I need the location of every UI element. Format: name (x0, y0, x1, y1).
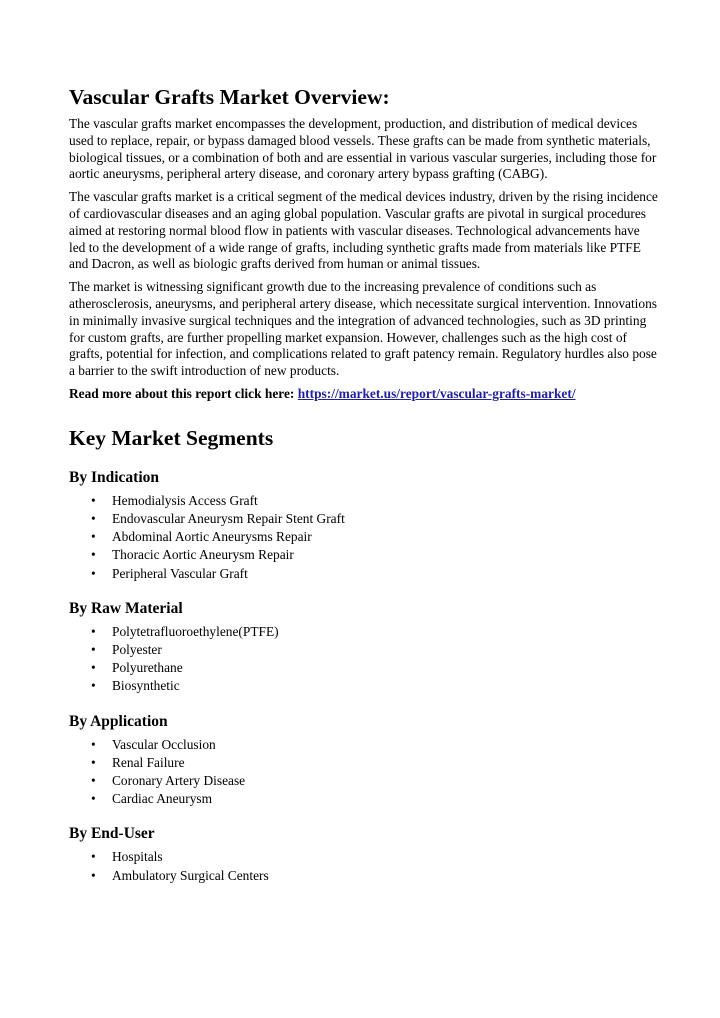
segment-indication (69, 468, 659, 583)
segment-end-user (69, 824, 659, 884)
report-link[interactable]: https://market.us/report/vascular-grafts-market/ (297, 385, 576, 401)
key-market-segments-title: Key Market Segments (69, 425, 274, 450)
document-page (69, 84, 659, 885)
segment-heading-indication: By Indication (69, 468, 160, 486)
list-item: • Vascular Occlusion (69, 736, 659, 754)
segment-raw-material (69, 599, 659, 696)
read-more-label: Read more about this report click here: (69, 385, 298, 401)
list-item: • Ambulatory Surgical Centers (69, 867, 659, 885)
list-item: • Polyester (69, 641, 659, 659)
overview-paragraph-3: The market is witnessing significant growth due to the increasing prevalence of conditions such as atherosclerosis, aneurysms, and peripheral artery disease, which necessitate surgical intervention. Innovations in minimally invasive surgical techniques and the integration of advanced technologies, such as 3D printing for custom grafts, are further propelling market expansion. However, challenges such as the high cost of grafts, potential for infection, and complications related to graft patency remain. Regulatory hurdles also pose a barrier to the swift introduction of new products. (69, 279, 658, 379)
list-item: • Hemodialysis Access Graft (69, 492, 659, 510)
list-item: • Endovascular Aneurysm Repair Stent Graft (69, 510, 659, 528)
segment-list-raw-material (69, 623, 659, 696)
segment-application (69, 712, 659, 809)
list-item: • Hospitals (69, 848, 659, 866)
list-item: • Polyurethane (69, 659, 659, 677)
overview-title: Vascular Grafts Market Overview: (69, 85, 390, 109)
segment-list-indication (69, 492, 659, 583)
list-item: • Thoracic Aortic Aneurysm Repair (69, 546, 659, 564)
list-item: • Biosynthetic (69, 677, 659, 695)
segment-list-end-user (69, 848, 659, 884)
list-item: • Coronary Artery Disease (69, 772, 659, 790)
read-more-line (69, 386, 659, 403)
segment-heading-application: By Application (69, 712, 168, 730)
segment-list-application (69, 736, 659, 809)
segment-heading-end-user: By End-User (69, 825, 155, 843)
list-item: • Peripheral Vascular Graft (69, 565, 659, 583)
list-item: • Renal Failure (69, 754, 659, 772)
overview-paragraph-1: The vascular grafts market encompasses the development, production, and distribution of medical devices used to replace, repair, or bypass damaged blood vessels. These grafts can be made from synthetic materials, biological tissues, or a combination of both and are essential in various vascular surgeries, including those for aortic aneurysms, peripheral artery disease, and coronary artery bypass grafting (CABG). (69, 116, 657, 182)
list-item: • Cardiac Aneurysm (69, 790, 659, 808)
list-item: • Polytetrafluoroethylene(PTFE) (69, 623, 659, 641)
list-item: • Abdominal Aortic Aneurysms Repair (69, 528, 659, 546)
segment-heading-raw-material: By Raw Material (69, 599, 183, 617)
overview-paragraph-2: The vascular grafts market is a critical segment of the medical devices industry, driven by the rising incidence of cardiovascular diseases and an aging global population. Vascular grafts are pivotal in surgical procedures aimed at restoring normal blood flow in patients with vascular diseases. Technological advancements have led to the development of a wide range of grafts, including synthetic grafts made from materials like PTFE and Dacron, as well as biologic grafts derived from human or animal tissues. (69, 189, 658, 272)
